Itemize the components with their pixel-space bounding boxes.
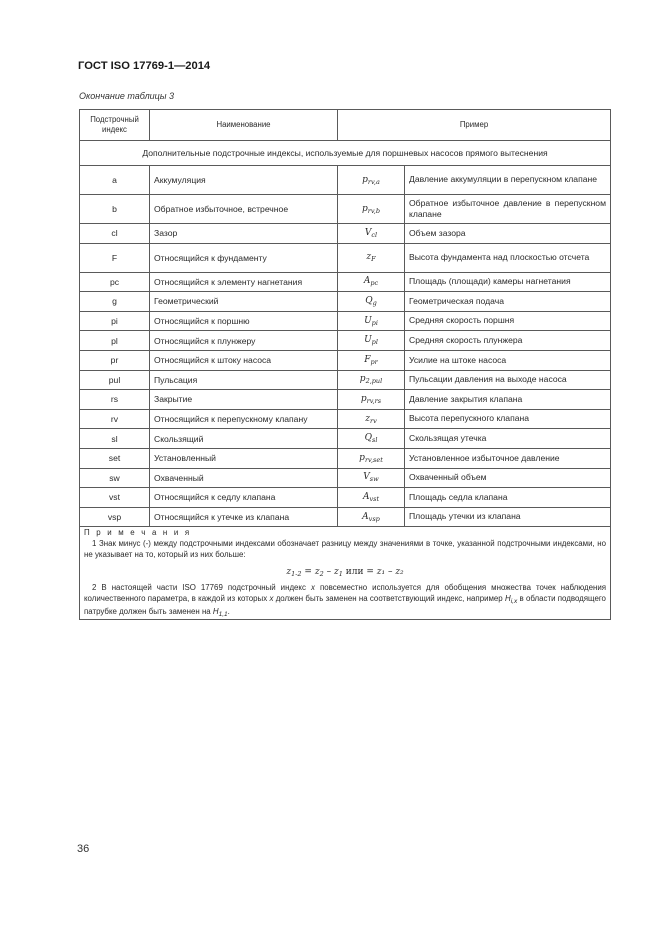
table-row — [80, 370, 611, 390]
symbol-subscript: 2,pul — [365, 377, 383, 386]
subscript-table — [79, 109, 611, 620]
col-header-name: Наименование — [150, 110, 338, 141]
example-text: Средняя скорость поршня — [405, 311, 611, 331]
col-header-example: Пример — [338, 110, 611, 141]
symbol-main: F — [364, 354, 371, 365]
subscript-index: F — [80, 243, 150, 272]
subscript-index: cl — [80, 224, 150, 244]
example-symbol — [338, 195, 405, 224]
symbol-main: A — [362, 491, 370, 502]
subscript-name: Охваченный — [150, 468, 338, 488]
symbol-main: U — [364, 315, 372, 326]
symbol-subscript: cl — [371, 230, 378, 239]
example-symbol — [338, 429, 405, 449]
symbol-subscript: g — [372, 298, 377, 307]
symbol-main: V — [363, 472, 370, 483]
example-text: Высота фундамента над плоскостью отсчета — [405, 243, 611, 272]
example-text: Давление аккумуляции в перепускном клапане — [405, 166, 611, 195]
example-symbol — [338, 243, 405, 272]
table-row — [80, 195, 611, 224]
symbol-subscript: F — [371, 255, 376, 264]
symbol-main: A — [363, 276, 371, 287]
table-header-row — [80, 110, 611, 141]
symbol-subscript: sw — [369, 475, 379, 484]
symbol-subscript: sl — [371, 436, 378, 445]
notes — [80, 527, 611, 620]
table-row — [80, 292, 611, 312]
table-row — [80, 350, 611, 370]
example-text: Площадь седла клапана — [405, 488, 611, 508]
note-formula: $z_{1-2} = z_2 - z_1$ или = z₁ – z₂ — [286, 566, 404, 578]
table-body — [80, 141, 611, 527]
table-caption: Окончание таблицы 3 — [79, 91, 174, 101]
subscript-index: pl — [80, 331, 150, 351]
example-text: Скользящая утечка — [405, 429, 611, 449]
symbol-main: Q — [364, 433, 372, 444]
symbol-subscript: rv,rs — [366, 396, 382, 405]
subscript-index: rs — [80, 390, 150, 410]
subscript-index: a — [80, 166, 150, 195]
symbol-main: A — [362, 511, 369, 522]
symbol-main: z — [366, 252, 372, 263]
subscript-index: vst — [80, 488, 150, 508]
table-row — [80, 468, 611, 488]
table-row — [80, 507, 611, 527]
subscript-name: Скользящий — [150, 429, 338, 449]
example-symbol — [338, 468, 405, 488]
symbol-subscript: vsp — [368, 514, 380, 523]
example-symbol — [338, 331, 405, 351]
subscript-index: set — [80, 448, 150, 468]
subscript-name: Относящийся к штоку насоса — [150, 350, 338, 370]
example-text: Давление закрытия клапана — [405, 390, 611, 410]
symbol-main: p — [360, 393, 367, 404]
example-text: Площадь утечки из клапана — [405, 507, 611, 527]
subscript-name: Относящийся к перепускному клапану — [150, 409, 338, 429]
subscript-name: Геометрический — [150, 292, 338, 312]
example-symbol — [338, 370, 405, 390]
page-number: 36 — [77, 843, 90, 855]
table-row — [80, 224, 611, 244]
subscript-index: pul — [80, 370, 150, 390]
symbol-subscript: pc — [370, 279, 379, 288]
symbol-subscript: rv,set — [364, 455, 383, 464]
subscript-index: pc — [80, 272, 150, 292]
example-symbol — [338, 224, 405, 244]
subscript-index: vsp — [80, 507, 150, 527]
subscript-index: sw — [80, 468, 150, 488]
notes-title: П р и м е ч а н и я — [84, 528, 192, 538]
example-text: Установленное избыточное давление — [405, 448, 611, 468]
table-row — [80, 331, 611, 351]
symbol-main: V — [364, 227, 372, 238]
col-header-index: Подстрочный индекс — [80, 110, 150, 141]
section-heading: Дополнительные подстрочные индексы, используемые для поршневых насосов прямого вытеснения — [80, 141, 611, 166]
table-row — [80, 390, 611, 410]
example-text: Усилие на штоке насоса — [405, 350, 611, 370]
subscript-name: Относящийся к седлу клапана — [150, 488, 338, 508]
example-symbol — [338, 409, 405, 429]
example-symbol — [338, 448, 405, 468]
subscript-name: Обратное избыточное, встречное — [150, 195, 338, 224]
table-row — [80, 429, 611, 449]
subscript-name: Закрытие — [150, 390, 338, 410]
subscript-name: Относящийся к элементу нагнетания — [150, 272, 338, 292]
example-text: Охваченный объем — [405, 468, 611, 488]
subscript-index: g — [80, 292, 150, 312]
subscript-index: sl — [80, 429, 150, 449]
table-row — [80, 243, 611, 272]
example-symbol — [338, 390, 405, 410]
symbol-main: p — [359, 452, 365, 463]
symbol-subscript: pr — [370, 357, 378, 366]
notes-row — [80, 527, 611, 620]
symbol-subscript: rv,b — [367, 206, 380, 215]
example-text: Обратное избыточное давление в перепускном клапане — [405, 195, 611, 224]
symbol-subscript: vst — [369, 494, 380, 503]
subscript-name: Зазор — [150, 224, 338, 244]
symbol-main: z — [365, 413, 370, 424]
example-symbol — [338, 272, 405, 292]
example-symbol — [338, 488, 405, 508]
table-row — [80, 448, 611, 468]
document-title: ГОСТ ISO 17769-1—2014 — [78, 60, 211, 72]
note-2: 2 В настоящей части ISO 17769 подстрочный индекс x повсеместно используется для обобщения множества точек наблюдения количественного параметра, в каждой из которых x должен быть заменен на соответствующий индекс, например $H_{i,x}$ в области подводящего патрубке должен быть заменен на $H_{1,1}$. — [84, 582, 606, 618]
subscript-name: Относящийся к поршню — [150, 311, 338, 331]
example-text: Высота перепускного клапана — [405, 409, 611, 429]
example-symbol — [338, 507, 405, 527]
example-text: Пульсации давления на выходе насоса — [405, 370, 611, 390]
example-text: Площадь (площади) камеры нагнетания — [405, 272, 611, 292]
subscript-name: Аккумуляция — [150, 166, 338, 195]
subscript-index: pr — [80, 350, 150, 370]
symbol-main: p — [361, 203, 368, 214]
table-row — [80, 488, 611, 508]
subscript-index: rv — [80, 409, 150, 429]
example-symbol — [338, 350, 405, 370]
subscript-name: Установленный — [150, 448, 338, 468]
symbol-main: Q — [365, 295, 373, 306]
table-row — [80, 166, 611, 195]
example-symbol — [338, 166, 405, 195]
example-text: Объем зазора — [405, 224, 611, 244]
subscript-name: Пульсация — [150, 370, 338, 390]
subscript-name: Относящийся к плунжеру — [150, 331, 338, 351]
symbol-main: p — [359, 374, 366, 385]
note-1: 1 Знак минус (-) между подстрочными индексами обозначает разницу между значениями в точке, указанной подстрочными индексами, но не указывает на то, который из них больше: — [84, 539, 606, 560]
subscript-index: b — [80, 195, 150, 224]
example-symbol — [338, 292, 405, 312]
symbol-subscript: pl — [371, 338, 378, 347]
subscript-index: pi — [80, 311, 150, 331]
subscript-name: Относящийся к утечке из клапана — [150, 507, 338, 527]
symbol-main: p — [362, 174, 368, 185]
example-text: Геометрическая подача — [405, 292, 611, 312]
symbol-subscript: rv — [369, 416, 377, 425]
symbol-subscript: rv,a — [367, 177, 380, 186]
table-row — [80, 272, 611, 292]
section-row — [80, 141, 611, 166]
example-text: Средняя скорость плунжера — [405, 331, 611, 351]
symbol-main: U — [364, 335, 372, 346]
example-symbol — [338, 311, 405, 331]
table-row — [80, 409, 611, 429]
table-row — [80, 311, 611, 331]
subscript-name: Относящийся к фундаменту — [150, 243, 338, 272]
symbol-subscript: pi — [371, 318, 378, 327]
